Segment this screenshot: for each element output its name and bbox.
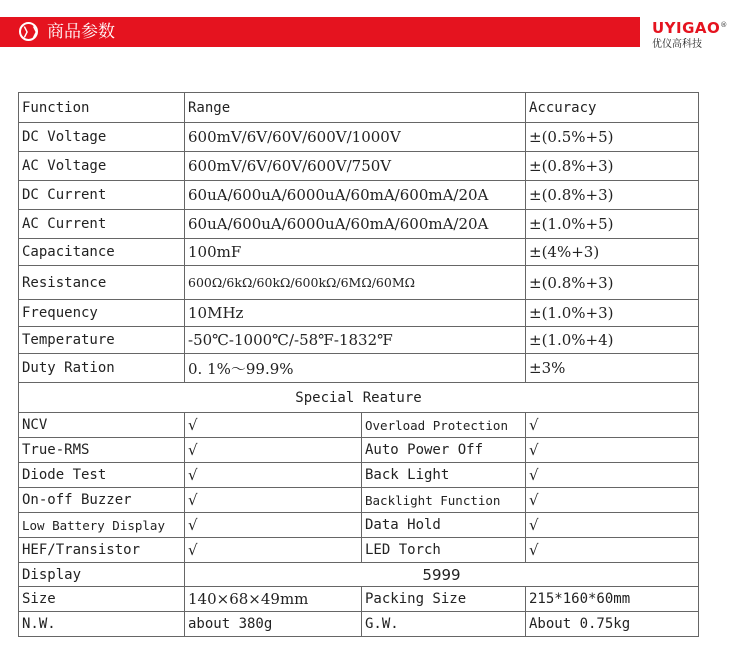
- feature-row: [19, 413, 699, 438]
- range-cell: 0. 1%～99.9%: [185, 354, 526, 383]
- checkmark-icon: √: [185, 513, 362, 538]
- range-cell: 600mV/6V/60V/600V/750V: [185, 152, 526, 181]
- function-cell: Capacitance: [19, 239, 185, 266]
- spec-row: [19, 266, 699, 300]
- double-chevron-right-icon: ❭❭: [19, 22, 38, 41]
- feature-name: NCV: [19, 413, 185, 438]
- feature-name: HEF/Transistor: [19, 538, 185, 563]
- spec-row: [19, 239, 699, 266]
- checkmark-icon: √: [526, 413, 699, 438]
- feature-name: Back Light: [362, 463, 526, 488]
- checkmark-icon: √: [185, 538, 362, 563]
- table-header-row: [19, 93, 699, 123]
- net-weight-value: about 380g: [185, 612, 362, 637]
- feature-name: LED Torch: [362, 538, 526, 563]
- function-cell: AC Voltage: [19, 152, 185, 181]
- accuracy-cell: ±(1.0%+4): [526, 327, 699, 354]
- function-cell: Frequency: [19, 300, 185, 327]
- feature-name: Backlight Function: [362, 488, 526, 513]
- header-range: Range: [185, 93, 526, 123]
- range-cell: 600mV/6V/60V/600V/1000V: [185, 123, 526, 152]
- gross-weight-value: About 0.75kg: [526, 612, 699, 637]
- display-value: 5999: [185, 563, 699, 587]
- range-cell: 600Ω/6kΩ/60kΩ/600kΩ/6MΩ/60MΩ: [185, 266, 526, 300]
- accuracy-cell: ±(0.8%+3): [526, 152, 699, 181]
- feature-name: Overload Protection: [362, 413, 526, 438]
- packing-size-label: Packing Size: [362, 587, 526, 612]
- spec-row: [19, 354, 699, 383]
- checkmark-icon: √: [526, 538, 699, 563]
- brand-name: UYIGAO: [652, 19, 721, 37]
- function-cell: Duty Ration: [19, 354, 185, 383]
- special-title-row: [19, 383, 699, 413]
- checkmark-icon: √: [185, 438, 362, 463]
- spec-row: [19, 210, 699, 239]
- accuracy-cell: ±(1.0%+5): [526, 210, 699, 239]
- accuracy-cell: ±(0.8%+3): [526, 266, 699, 300]
- feature-row: [19, 438, 699, 463]
- header-function: Function: [19, 93, 185, 123]
- section-banner: [0, 17, 640, 47]
- display-label: Display: [19, 563, 185, 587]
- display-row: [19, 563, 699, 587]
- gross-weight-label: G.W.: [362, 612, 526, 637]
- function-cell: Resistance: [19, 266, 185, 300]
- feature-row: [19, 513, 699, 538]
- checkmark-icon: √: [526, 438, 699, 463]
- feature-name: True-RMS: [19, 438, 185, 463]
- size-value: 140×68×49mm: [185, 587, 362, 612]
- function-cell: DC Current: [19, 181, 185, 210]
- checkmark-icon: √: [526, 463, 699, 488]
- function-cell: Temperature: [19, 327, 185, 354]
- feature-name: Data Hold: [362, 513, 526, 538]
- section-title: 商品参数: [47, 22, 115, 42]
- function-cell: DC Voltage: [19, 123, 185, 152]
- accuracy-cell: ±(0.8%+3): [526, 181, 699, 210]
- registered-mark: ®: [720, 21, 728, 29]
- range-cell: 100mF: [185, 239, 526, 266]
- feature-name: Auto Power Off: [362, 438, 526, 463]
- accuracy-cell: ±3%: [526, 354, 699, 383]
- function-cell: AC Current: [19, 210, 185, 239]
- brand-subtitle: 优仪高科技: [652, 39, 702, 50]
- spec-row: [19, 181, 699, 210]
- special-title: Special Reature: [19, 383, 699, 413]
- feature-row: [19, 488, 699, 513]
- packing-size-value: 215*160*60mm: [526, 587, 699, 612]
- feature-name: Diode Test: [19, 463, 185, 488]
- size-label: Size: [19, 587, 185, 612]
- feature-name: Low Battery Display: [19, 513, 185, 538]
- checkmark-icon: √: [185, 413, 362, 438]
- spec-row: [19, 152, 699, 181]
- accuracy-cell: ±(1.0%+3): [526, 300, 699, 327]
- checkmark-icon: √: [526, 488, 699, 513]
- feature-row: [19, 538, 699, 563]
- accuracy-cell: ±(0.5%+5): [526, 123, 699, 152]
- feature-row: [19, 463, 699, 488]
- spec-row: [19, 123, 699, 152]
- checkmark-icon: √: [185, 463, 362, 488]
- header-accuracy: Accuracy: [526, 93, 699, 123]
- size-row: [19, 587, 699, 612]
- brand-logo: [652, 16, 742, 52]
- checkmark-icon: √: [185, 488, 362, 513]
- feature-name: On-off Buzzer: [19, 488, 185, 513]
- weight-row: [19, 612, 699, 637]
- range-cell: 60uA/600uA/6000uA/60mA/600mA/20A: [185, 210, 526, 239]
- spec-row: [19, 327, 699, 354]
- accuracy-cell: ±(4%+3): [526, 239, 699, 266]
- checkmark-icon: √: [526, 513, 699, 538]
- range-cell: 60uA/600uA/6000uA/60mA/600mA/20A: [185, 181, 526, 210]
- spec-row: [19, 300, 699, 327]
- net-weight-label: N.W.: [19, 612, 185, 637]
- spec-table: [18, 92, 699, 637]
- range-cell: -50℃-1000℃/-58℉-1832℉: [185, 327, 526, 354]
- range-cell: 10MHz: [185, 300, 526, 327]
